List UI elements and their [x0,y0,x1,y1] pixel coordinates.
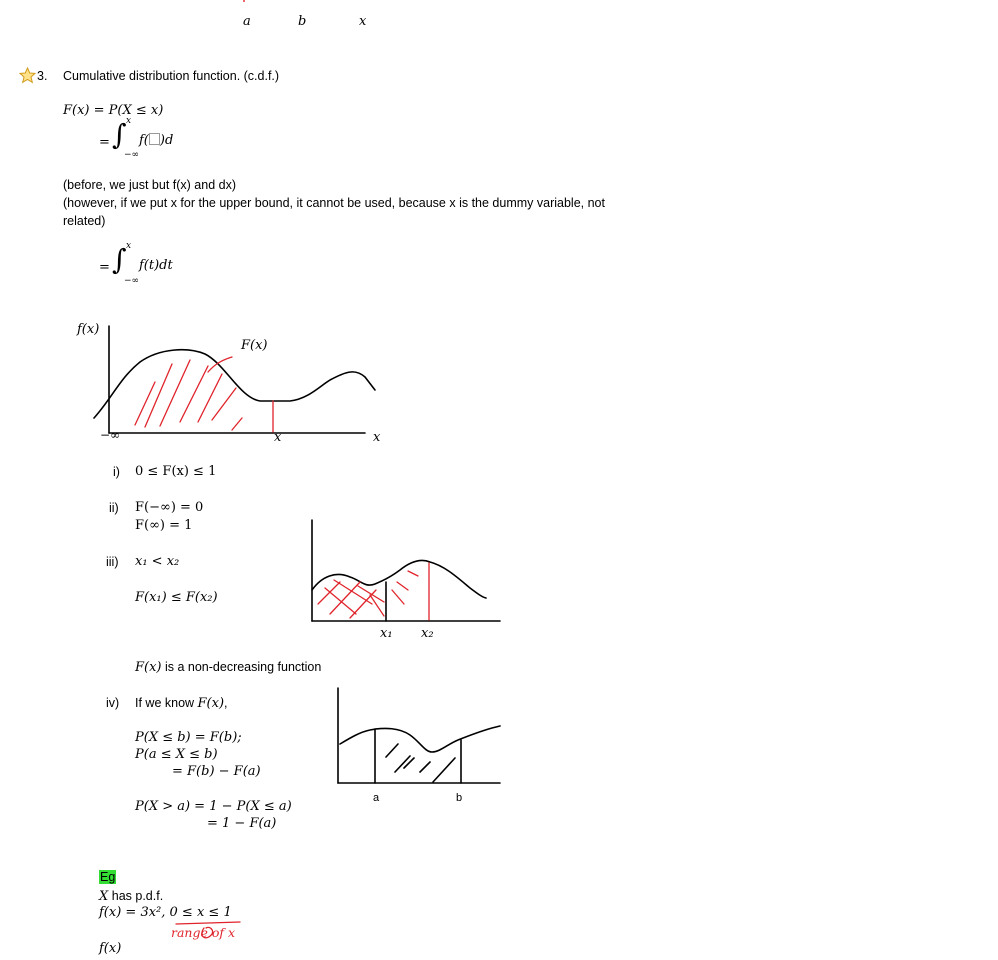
property-iv-fx: F(x) [197,696,225,711]
example-annotation: range of x [171,925,236,940]
top-label-a: a [243,14,251,29]
integral-lower-limit: −∞ [124,150,140,160]
example-pdf-text: has p.d.f. [108,889,164,903]
graph1-x-tick: x [274,430,282,445]
section-title: Cumulative distribution function. (c.d.f.) [63,69,280,83]
example-tag-highlight: Eg [100,870,116,884]
example-line-3: f(x) [99,941,122,956]
integral2-upper-limit: x [126,241,132,251]
property-iii-text-2: F(x₁) ≤ F(x₂) [135,590,218,605]
example-tag [99,870,116,884]
example-line-1 [99,888,163,904]
prob-line-3: = F(b) − F(a) [172,764,261,779]
graph2-x2-label: x₂ [421,626,434,641]
graph2-x1-label: x₁ [380,626,393,641]
property-iv-end: , [224,696,228,710]
integral-sign-2: ∫ [112,243,127,276]
integrand-2: f(t)dt [139,258,173,273]
note-line-3: related) [63,214,106,228]
property-iii-number: iii) [106,555,119,569]
property-iii-desc: is a non-decreasing function [161,660,322,674]
prob-line-1: P(X ≤ b) = F(b); [135,730,242,745]
prob-line-4: P(X > a) = 1 − P(X ≤ a) [135,799,292,814]
prob-line-2: P(a ≤ X ≤ b) [135,747,218,762]
integrand-f: f( [139,133,149,148]
integral-sign: ∫ [112,118,127,151]
graph3-a-label: a [373,792,380,804]
cdf-definition: F(x) = P(X ≤ x) [63,103,164,118]
integrand-close: )d [159,133,174,148]
integral-upper-limit: x [126,116,132,126]
property-i-number: i) [113,465,120,479]
property-iv-number: iv) [106,696,120,710]
graph1-neg-inf: −∞ [100,428,121,442]
star-icon[interactable] [19,67,36,83]
prob-line-5: = 1 − F(a) [207,816,277,831]
equals-sign: = [99,135,110,150]
top-label-x: x [359,14,367,29]
property-i-text: 0 ≤ F(x) ≤ 1 [135,464,217,479]
property-iv-text [135,695,228,711]
property-iii-text: x₁ < x₂ [135,554,180,569]
integral2-lower-limit: −∞ [124,276,140,286]
section-number: 3. [37,69,48,83]
equals-sign-2: = [99,260,110,275]
note-line-1: (before, we just but f(x) and dx) [63,178,236,192]
graph1-curve-label: F(x) [241,338,268,353]
integrand [139,133,173,148]
note-line-2: (however, if we put x for the upper bound, it cannot be used, because x is the dummy variable, not [63,196,605,210]
property-iii-text-3 [135,659,321,675]
graph3-b-label: b [456,792,463,804]
example-line-2: f(x) = 3x², 0 ≤ x ≤ 1 [99,905,232,920]
graph1-ylabel: f(x) [77,322,100,337]
top-label-b: b [298,14,307,29]
property-iii-fx: F(x) [135,660,162,675]
placeholder-box[interactable] [149,133,160,145]
property-ii-number: ii) [109,501,119,515]
property-ii-text-2: F(∞) = 1 [135,518,193,533]
property-iv-lead: If we know [135,696,198,710]
graph1-x-axis-label: x [373,430,381,445]
example-var: X [99,889,109,904]
top-red-mark [243,0,245,4]
property-ii-text: F(−∞) = 0 [135,500,204,515]
